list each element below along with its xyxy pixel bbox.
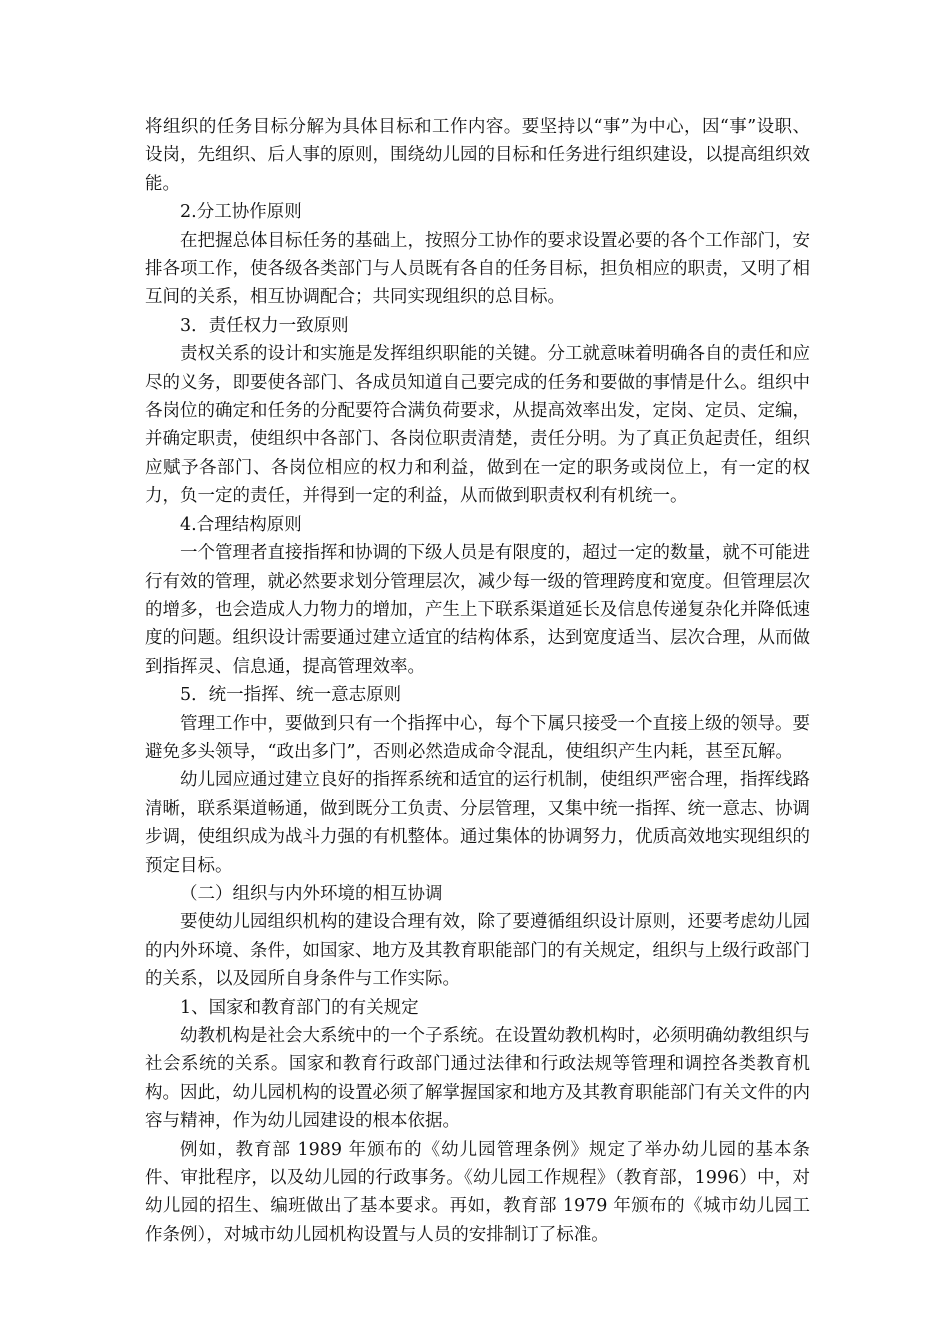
- paragraph-responsibility-authority: 责权关系的设计和实施是发挥组织职能的关键。分工就意味着明确各自的责任和应尽的义务，即要使各部门、各成员知道自己要完成的任务和要做的事情是什么。组织中各岗位的确定和任务的分配要符合满负荷要求，从提高效率出发，定岗、定员、定编，并确定职责，使组织中各部门、各岗位职责清楚，责任分明。为了真正负起责任，组织应赋予各部门、各岗位相应的权力和利益，做到在一定的职务或岗位上，有一定的权力，负一定的责任，并得到一定的利益，从而做到职责权利有机统一。: [145, 344, 810, 507]
- paragraph-regulation-examples: 例如，教育部 1989 年颁布的《幼儿园管理条例》规定了举办幼儿园的基本条件、审批程序，以及幼儿园的行政事务。《幼儿园工作规程》（教育部，1996）中，对幼儿园的招生、编班做出了基本要求。再如，教育部 1979 年颁布的《城市幼儿园工作条例），对城市幼儿园机构设置与人员的安排制订了标准。: [145, 1139, 810, 1245]
- paragraph-intro-continuation: 将组织的任务目标分解为具体目标和工作内容。要坚持以“事”为中心，因“事”设职、设岗，先组织、后人事的原则，围绕幼儿园的目标和任务进行组织建设，以提高组织效能。: [145, 117, 810, 194]
- section-heading-environment-coordination: （二）组织与内外环境的相互协调: [180, 883, 443, 904]
- section-heading-national-regulations: 1、国家和教育部门的有关规定: [180, 997, 419, 1018]
- section-heading-reasonable-structure: 4.合理结构原则: [180, 514, 302, 535]
- paragraph-command-system: 幼儿园应通过建立良好的指挥系统和适宜的运行机制，使组织严密合理，指挥线路清晰，联系渠道畅通，做到既分工负责、分层管理，又集中统一指挥、统一意志、协调步调，使组织成为战斗力强的有机整体。通过集体的协调努力，优质高效地实现组织的预定目标。: [145, 770, 810, 876]
- paragraph-reasonable-structure: 一个管理者直接指挥和协调的下级人员是有限度的，超过一定的数量，就不可能进行有效的管理，就必然要求划分管理层次，减少每一级的管理跨度和宽度。但管理层次的增多，也会造成人力物力的增加，产生上下联系渠道延长及信息传递复杂化并降低速度的问题。组织设计需要通过建立适宜的结构体系，达到宽度适当、层次合理，从而做到指挥灵、信息通，提高管理效率。: [145, 543, 810, 677]
- paragraph-environment-coordination: 要使幼儿园组织机构的建设合理有效，除了要遵循组织设计原则，还要考虑幼儿园的内外环境、条件，如国家、地方及其教育职能部门的有关规定，组织与上级行政部门的关系，以及园所自身条件与工作实际。: [145, 912, 810, 990]
- paragraph-division-cooperation: 在把握总体目标任务的基础上，按照分工协作的要求设置必要的各个工作部门，安排各项工作，使各级各类部门与人员既有各自的任务目标，担负相应的职责，又明了相互间的关系，相互协调配合；共同实现组织的总目标。: [145, 230, 810, 308]
- section-heading-division-cooperation: 2.分工协作原则: [180, 202, 302, 223]
- document-body: [145, 113, 810, 1249]
- paragraph-national-regulations: 幼教机构是社会大系统中的一个子系统。在设置幼教机构时，必须明确幼教组织与社会系统的关系。国家和教育行政部门通过法律和行政法规等管理和调控各类教育机构。因此，幼儿园机构的设置必须了解掌握国家和地方及其教育职能部门有关文件的内容与精神，作为幼儿园建设的根本依据。: [145, 1026, 810, 1132]
- section-heading-responsibility-authority: 3．责任权力一致原则: [180, 315, 349, 336]
- section-heading-unified-command: 5．统一指挥、统一意志原则: [180, 685, 402, 706]
- paragraph-unified-command: 管理工作中，要做到只有一个指挥中心，每个下属只接受一个直接上级的领导。要避免多头领导，“政出多门”，否则必然造成命令混乱，使组织产生内耗，甚至瓦解。: [145, 713, 810, 762]
